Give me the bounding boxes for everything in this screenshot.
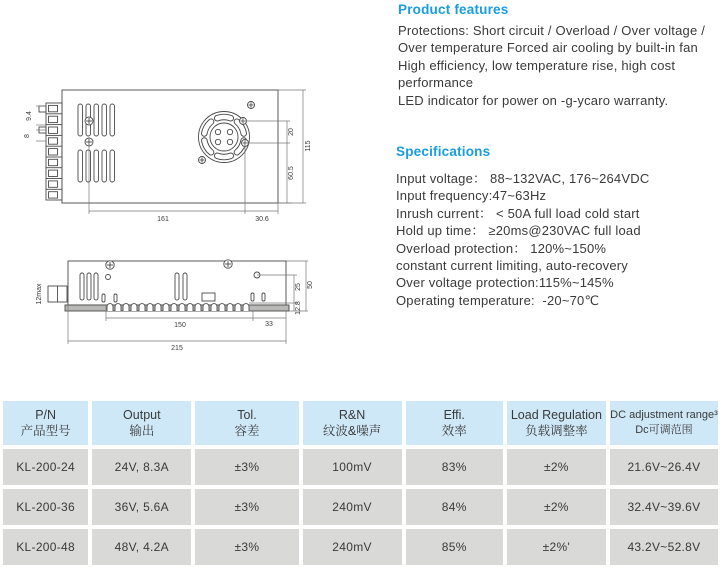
- dim-215: 215: [171, 345, 183, 352]
- cell-load-regulation: ±2%': [507, 529, 606, 565]
- vent-slots-top: [78, 104, 115, 182]
- feature-line: performance: [398, 75, 474, 91]
- cell-rn: 100mV: [303, 449, 402, 485]
- col-header-load-regulation: [507, 401, 606, 445]
- col-header-en: DC adjustment range³: [610, 409, 718, 421]
- cell-pn: KL-200-24: [3, 449, 88, 485]
- col-header-en: Effi.: [443, 408, 465, 422]
- dim-150: 150: [174, 322, 186, 329]
- spec-line: constant current limiting, auto-recovery: [396, 258, 628, 274]
- cell-tol: ±3%: [195, 489, 298, 525]
- terminal-block: [39, 103, 62, 200]
- specifications-title: Specifications: [396, 144, 491, 159]
- col-header-zh: 产品型号: [20, 424, 71, 438]
- model-spec-table: [0, 397, 721, 567]
- cell-pn: KL-200-36: [3, 489, 88, 525]
- cell-output: 36V, 5.6A: [92, 489, 191, 525]
- dim-width-161: 161: [157, 216, 169, 223]
- cell-rn: 240mV: [303, 529, 402, 565]
- cell-output: 48V, 4.2A: [92, 529, 191, 565]
- spec-line: Input frequency:47~63Hz: [396, 188, 547, 204]
- cell-pn: KL-200-48: [3, 529, 88, 565]
- col-header-dc-range: [610, 401, 718, 445]
- dim-terminal-cell: 8: [24, 134, 31, 138]
- spec-line: Inrush current： < 50A full load cold start: [396, 205, 640, 221]
- cell-effi: 85%: [406, 529, 503, 565]
- col-header-en: Output: [123, 408, 161, 422]
- col-header-zh: 纹波&噪声: [322, 424, 382, 438]
- dim-25: 25: [295, 283, 302, 291]
- spec-line: Overload protection： 120%~150%: [396, 240, 607, 256]
- dim-12max: 12max: [36, 283, 43, 305]
- product-features-title: Product features: [398, 2, 509, 17]
- col-header-tol: [195, 401, 298, 445]
- spec-line: Over voltage protection:115%~145%: [396, 275, 614, 291]
- product-features-section: [398, 2, 720, 109]
- col-header-en: Tol.: [237, 408, 257, 422]
- dim-fan-bottom: 60.5: [288, 166, 295, 180]
- col-header-en: P/N: [35, 408, 57, 422]
- dim-height-115: 115: [305, 140, 312, 152]
- col-header-en: Load Regulation: [510, 408, 602, 422]
- col-header-zh: 负载调整率: [525, 424, 588, 438]
- feature-line: High efficiency, low temperature rise, high cost: [398, 57, 676, 73]
- feature-line: Protections: Short circuit / Overload / Over voltage /: [398, 23, 706, 38]
- cell-dc-range: 21.6V~26.4V: [610, 449, 718, 485]
- col-header-zh: 效率: [441, 424, 467, 438]
- col-header-zh: 输出: [129, 424, 155, 438]
- dim-50: 50: [307, 281, 314, 289]
- cell-load-regulation: ±2%: [507, 449, 606, 485]
- top-view-drawing: [24, 90, 312, 223]
- cell-output: 24V, 8.3A: [92, 449, 191, 485]
- col-header-zh: 容差: [234, 424, 260, 438]
- dimension-drawings: [0, 72, 390, 392]
- cell-dc-range: 43.2V~52.8V: [610, 529, 718, 565]
- cell-tol: ±3%: [195, 529, 298, 565]
- feature-line: LED indicator for power on -g-ycaro warranty.: [398, 92, 669, 108]
- cell-load-regulation: ±2%: [507, 489, 606, 525]
- dim-12-8: 12.8: [295, 301, 302, 315]
- dim-width-30-6: 30.6: [255, 216, 269, 223]
- dim-33: 33: [265, 321, 273, 328]
- side-view-drawing: [36, 260, 314, 352]
- col-header-effi: [406, 401, 503, 445]
- col-header-zh: Dc可调范围: [635, 424, 693, 436]
- cell-rn: 240mV: [303, 489, 402, 525]
- cell-dc-range: 32.4V~39.6V: [610, 489, 718, 525]
- feature-line: Over temperature Forced air cooling by built-in fan: [398, 40, 698, 56]
- col-header-output: [92, 401, 191, 445]
- col-header-en: R&N: [338, 408, 366, 422]
- spec-line: Hold up time： ≥20ms@230VAC full load: [396, 223, 641, 239]
- spec-line: Operating temperature: -20~70℃: [396, 292, 600, 308]
- spec-line: Input voltage： 88~132VAC, 176~264VDC: [396, 171, 650, 186]
- cell-tol: ±3%: [195, 449, 298, 485]
- label-plate: [202, 293, 215, 301]
- input-connector: [48, 286, 67, 302]
- fan-guard: [199, 112, 250, 163]
- col-header-pn: [3, 401, 88, 445]
- cell-effi: 83%: [406, 449, 503, 485]
- specifications-section: [396, 144, 720, 309]
- dim-terminal-pitch: 9.4: [26, 111, 33, 121]
- dim-fan-screw: 20: [288, 128, 295, 136]
- cell-effi: 84%: [406, 489, 503, 525]
- col-header-rn: [303, 401, 402, 445]
